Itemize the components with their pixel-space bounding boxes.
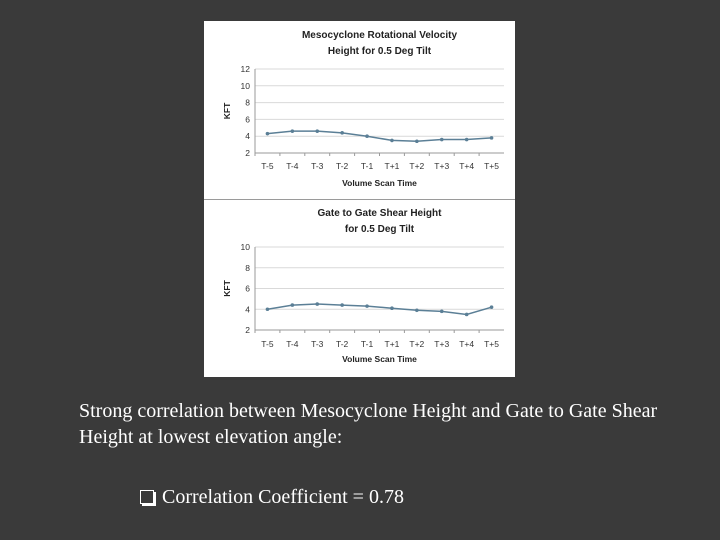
x-tick-label: T+3 [434, 161, 450, 171]
chart-title-line-2: for 0.5 Deg Tilt [344, 224, 415, 235]
data-point [365, 134, 369, 138]
data-point [490, 136, 494, 140]
y-tick-label: 2 [245, 148, 250, 158]
y-axis-label: KFT [222, 102, 232, 120]
x-tick-label: T-1 [360, 161, 374, 171]
y-tick-label: 10 [240, 242, 250, 252]
y-tick-label: 8 [245, 262, 250, 273]
x-tick-label: T-3 [311, 161, 324, 171]
data-point [365, 304, 369, 308]
y-tick-label: 4 [245, 131, 250, 142]
correlation-caption: Strong correlation between Mesocyclone Height and Gate to Gate Shear Height at lowest elevation angle: [79, 400, 658, 448]
x-tick-label: T+4 [459, 339, 475, 349]
mesocyclone-height-chart-panel [204, 21, 515, 199]
data-point [390, 139, 394, 143]
checkbox-bullet-icon [140, 490, 154, 504]
data-point [415, 139, 419, 143]
x-tick-label: T-3 [311, 339, 324, 349]
data-point [340, 303, 344, 307]
y-tick-label: 6 [245, 114, 250, 125]
data-point [291, 303, 295, 307]
chart-title-line-2: Height for 0.5 Deg Tilt [327, 46, 432, 57]
y-tick-label: 8 [245, 97, 250, 108]
x-tick-label: T+1 [384, 339, 400, 349]
x-tick-label: T-4 [286, 161, 299, 171]
correlation-coefficient-text: Correlation Coefficient = 0.78 [162, 486, 404, 508]
data-point [340, 131, 344, 135]
x-tick-label: T+4 [459, 161, 475, 171]
x-tick-label: T+1 [384, 161, 400, 171]
shear-height-chart [204, 200, 515, 377]
data-point [315, 302, 319, 306]
y-tick-label: 4 [245, 304, 250, 315]
x-tick-label: T+2 [409, 161, 425, 171]
data-point [465, 138, 469, 142]
y-axis-label: KFT [222, 280, 232, 297]
x-tick-label: T-5 [261, 161, 274, 171]
y-tick-label: 2 [245, 325, 250, 335]
y-tick-label: 10 [240, 80, 250, 91]
x-tick-label: T+3 [434, 339, 450, 349]
data-point [266, 132, 270, 136]
x-tick-label: T-2 [336, 161, 349, 171]
data-point [390, 306, 394, 310]
chart-title-line-1: Mesocyclone Rotational Velocity [301, 30, 458, 41]
mesocyclone-height-chart [204, 21, 515, 199]
data-point [415, 308, 419, 312]
x-axis-label: Volume Scan Time [342, 354, 417, 364]
data-point [315, 129, 319, 133]
y-tick-label: 12 [240, 64, 250, 74]
x-tick-label: T-2 [336, 339, 349, 349]
data-point [440, 310, 444, 314]
x-tick-label: T-1 [360, 339, 374, 349]
data-point [490, 305, 494, 309]
x-tick-label: T+2 [409, 339, 425, 349]
chart-title-line-1: Gate to Gate Shear Height [317, 208, 442, 219]
shear-height-chart-panel [204, 199, 515, 377]
x-tick-label: T+5 [484, 161, 499, 171]
x-axis-label: Volume Scan Time [342, 178, 417, 188]
x-tick-label: T-4 [286, 339, 299, 349]
data-point [465, 313, 469, 317]
x-tick-label: T-5 [261, 339, 274, 349]
x-tick-label: T+5 [484, 339, 499, 349]
data-point [440, 138, 444, 142]
correlation-bullet [140, 484, 404, 510]
data-point [266, 307, 270, 311]
y-tick-label: 6 [245, 283, 250, 294]
data-point [291, 129, 295, 133]
